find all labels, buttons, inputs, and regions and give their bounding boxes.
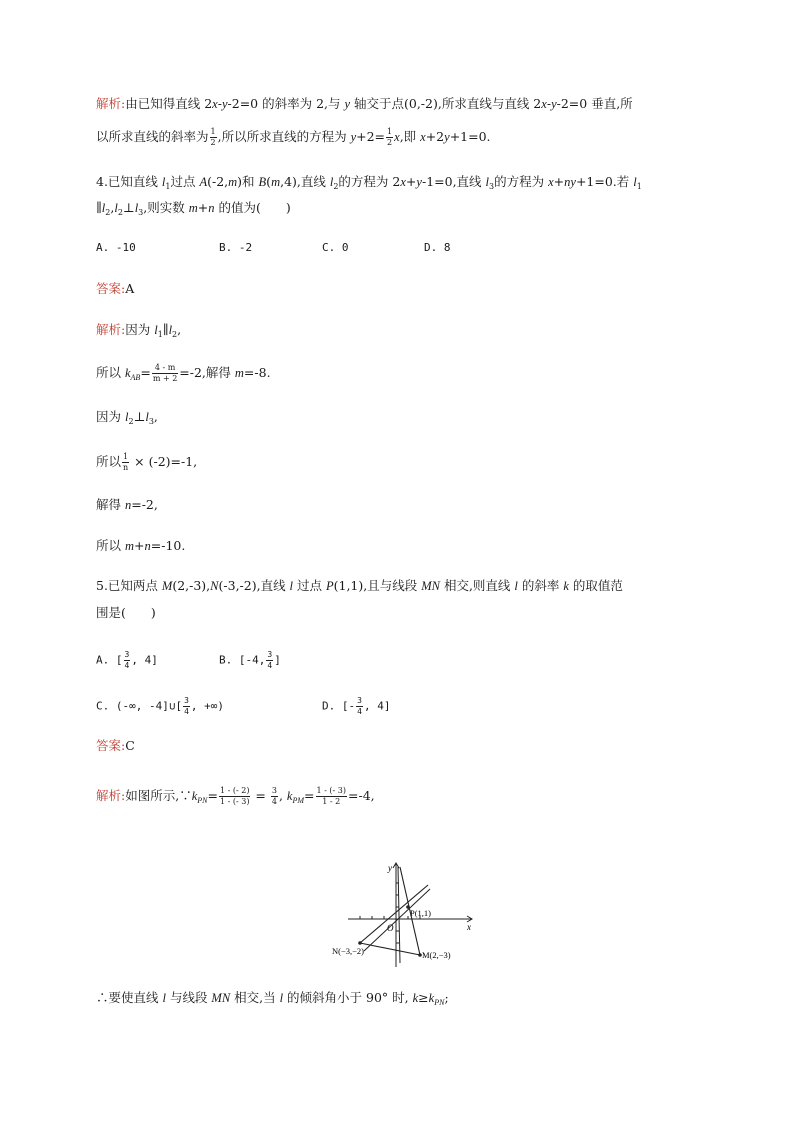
segment-mn xyxy=(360,943,420,955)
point-p-label: P(1,1) xyxy=(410,908,432,918)
q4-option-d: D. 8 xyxy=(424,241,451,254)
q5-stem-line-1: 5.已知两点 M(2,-3),N(-3,-2),直线 l 过点 P(1,1),且与线段 MN 相交,则直线 l 的斜率 k 的取值范 xyxy=(96,578,623,593)
q5-option-b: B. [-4, $\frac{3}{4}$ ] xyxy=(219,650,281,670)
q4-option-b: B. -2 xyxy=(219,241,253,254)
q5-stem-line-2: 围是( ) xyxy=(96,605,156,620)
q3-solution-line-2: 以所求直线的斜率为 $\frac{1}{2}$ ,所以所求直线的方程为 y+2= $\frac{1}{2}$ x,即 x+2y+1=0. xyxy=(96,127,491,147)
q5-solution-line-1: 解析:如图所示$,\because k_{PN}=$ $\frac{1 - (- 2)}{1 - (- 3)}$ = $\frac{3}{4}$ , $k_{PM}=$ $\frac{1 - (- 3)}{1 - 2}$ =-4, xyxy=(96,786,375,806)
q5-option-a: A. [ $\frac{3}{4}$ , 4] xyxy=(96,650,158,670)
coordinate-figure xyxy=(330,855,480,970)
point-n-label: N(−3,−2) xyxy=(332,946,365,956)
q5-option-c: C. (-∞, -4]∪[ $\frac{3}{4}$ , +∞) xyxy=(96,696,225,716)
q4-solution-line-6: 所以 m+n=-10. xyxy=(96,538,186,553)
fraction: $\frac{1}{n}$ xyxy=(123,452,129,472)
q4-solution-line-4: 所以 $\frac{1}{n}$ × (-2)=-1, xyxy=(96,452,198,472)
fraction: $\frac{1 - (- 3)}{1 - 2}$ xyxy=(316,786,346,806)
point-n xyxy=(358,941,362,945)
q5-solution-line-2: ∴要使直线 l 与线段 MN 相交,当 l 的倾斜角小于 90° 时, $k\ge k_{PN}$; xyxy=(96,990,449,1007)
q4-solution-line-1: 解析:因为 $l_1\parallel l_2$, xyxy=(96,322,182,339)
fraction: $\frac{4 - m}{m + 2}$ xyxy=(152,363,178,383)
q5-answer: 答案:C xyxy=(96,738,135,753)
q4-stem-line-2: $\parallel l_2,l_2\perp l_3$,则实数 m+n 的值为( ) xyxy=(96,200,291,217)
q4-solution-line-3: 因为 $l_2\perp l_3$, xyxy=(96,409,158,426)
q4-solution-line-5: 解得 n=-2, xyxy=(96,497,158,512)
q4-answer: 答案:A xyxy=(96,281,135,296)
line-shallow xyxy=(364,889,430,951)
fraction: $\frac{1}{2}$ xyxy=(387,127,393,147)
q4-option-c: C. 0 xyxy=(322,241,349,254)
origin-label: O xyxy=(387,923,394,933)
q5-option-d: D. [- $\frac{3}{4}$ , 4] xyxy=(322,696,391,716)
fraction: $\frac{1 - (- 2)}{1 - (- 3)}$ xyxy=(219,786,250,806)
fraction: $\frac{3}{4}$ xyxy=(271,786,277,806)
q4-option-a: A. -10 xyxy=(96,241,136,254)
q4-solution-line-2: 所以 $k_{AB}=$ $\frac{4 - m}{m + 2}$ =-2,解得 m=-8. xyxy=(96,363,271,383)
solution-label: 解析: xyxy=(96,96,126,111)
x-axis-label: x xyxy=(467,922,471,932)
line-steep xyxy=(398,867,400,963)
y-axis-label: y xyxy=(388,863,392,873)
point-m-label: M(2,−3) xyxy=(422,950,451,960)
fraction: $\frac{1}{2}$ xyxy=(210,127,216,147)
q3-solution-line-1: 解析:由已知得直线 2x-y-2=0 的斜率为 2,与 y 轴交于点(0,-2),所求直线与直线 2x-y-2=0 垂直,所 xyxy=(96,96,633,111)
q4-stem-line-1: 4.已知直线 $l_1$过点 A(-2,m)和 B(m,4),直线 $l_2$的方程为 2x+y-1=0,直线 $l_3$的方程为 x+ny+1=0.若 $l_1$ xyxy=(96,174,642,191)
